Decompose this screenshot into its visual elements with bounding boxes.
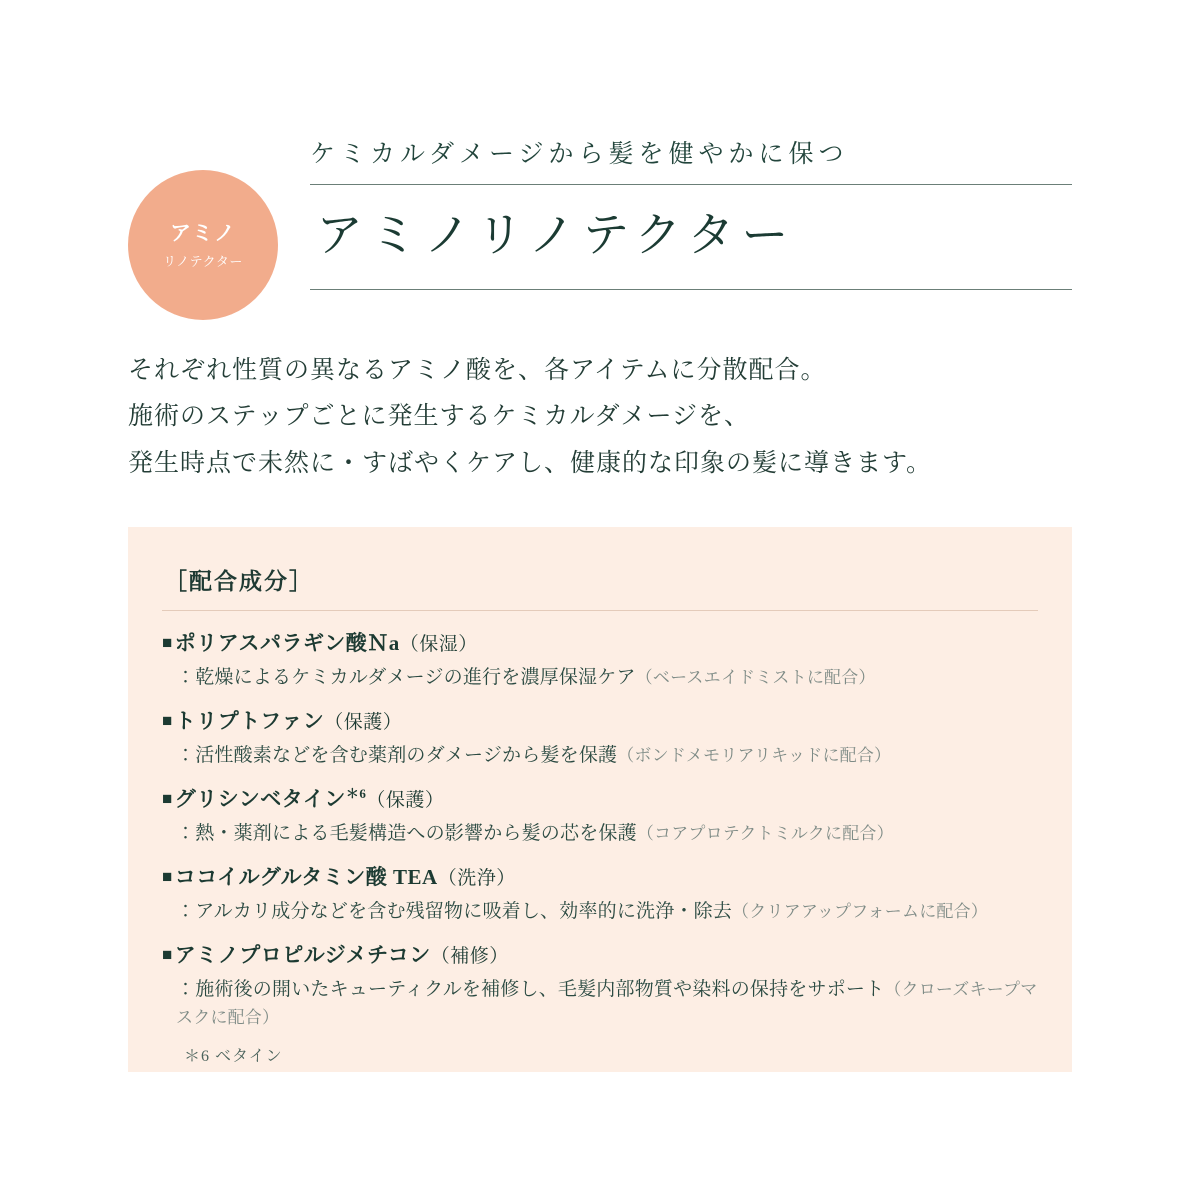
ingredient-item bbox=[162, 941, 1038, 1066]
ingredient-name: トリプトファン bbox=[174, 709, 325, 734]
badge-sub-label: リノテクター bbox=[163, 254, 243, 270]
ingredient-description bbox=[162, 898, 1038, 927]
badge-main-label: アミノ bbox=[170, 221, 236, 245]
bullet-square-icon: ■ bbox=[162, 867, 173, 887]
lead-line-3: 発生時点で未然に・すばやくケアし、健康的な印象の髪に導きます。 bbox=[128, 449, 933, 477]
ingredient-heading bbox=[162, 707, 1038, 737]
ingredient-description-text: ：活性酸素などを含む薬剤のダメージから髪を保護 bbox=[176, 744, 618, 766]
lead-line-2: 施術のステップごとに発生するケミカルダメージを、 bbox=[128, 403, 751, 431]
ingredient-product-note: （クローズキープマスクに配合） bbox=[176, 979, 1038, 1028]
ingredient-name: ココイルグルタミン酸 TEA bbox=[174, 865, 438, 890]
ingredient-name: ポリアスパラギン酸Ｎa bbox=[174, 631, 400, 655]
ingredients-panel-divider bbox=[162, 610, 1038, 611]
ingredient-description-text: ：施術後の開いたキューティクルを補修し、毛髪内部物質や染料の保持をサポート bbox=[176, 978, 885, 1000]
ingredients-panel bbox=[128, 527, 1072, 1072]
ingredient-role: （保護） bbox=[366, 790, 445, 812]
ingredient-description bbox=[162, 664, 1038, 693]
ingredient-item bbox=[162, 785, 1038, 848]
ingredient-badge bbox=[128, 170, 278, 320]
ingredient-name: アミノプロピルジメチコン bbox=[174, 943, 431, 968]
ingredient-item bbox=[162, 863, 1038, 926]
bullet-square-icon: ■ bbox=[162, 633, 173, 652]
bullet-square-icon: ■ bbox=[162, 945, 173, 965]
ingredient-description-text: ：熱・薬剤による毛髪構造への影響から髪の芯を保護 bbox=[176, 822, 637, 844]
ingredient-heading bbox=[162, 863, 1038, 893]
ingredient-heading bbox=[162, 941, 1038, 971]
ingredient-product-note: （ボンドメモリアリキッドに配合） bbox=[617, 745, 892, 765]
ingredient-description-text: ：アルカリ成分などを含む残留物に吸着し、効率的に洗浄・除去 bbox=[176, 900, 733, 922]
header-rule-bottom bbox=[310, 289, 1072, 290]
ingredient-product-note: （クリアアップフォームに配合） bbox=[732, 901, 989, 921]
ingredient-role: （補修） bbox=[430, 946, 509, 968]
ingredient-description bbox=[162, 742, 1038, 771]
ingredient-superscript: ＊6 bbox=[345, 786, 367, 802]
header-kicker: ケミカルダメージから髪を健やかに保つ bbox=[310, 141, 849, 168]
ingredient-description-text: ：乾燥によるケミカルダメージの進行を濃厚保湿ケア bbox=[176, 666, 636, 688]
ingredient-role: （保湿） bbox=[399, 634, 478, 655]
page-title: アミノリノテクター bbox=[316, 210, 796, 262]
header bbox=[128, 140, 1072, 340]
ingredient-description bbox=[162, 820, 1038, 849]
ingredient-item bbox=[162, 707, 1038, 770]
panel-footnote: ＊6 ベタイン bbox=[184, 1047, 283, 1065]
lead-line-1: それぞれ性質の異なるアミノ酸を、各アイテムに分散配合。 bbox=[128, 357, 827, 384]
ingredient-product-note: （コアプロテクトミルクに配合） bbox=[636, 823, 894, 843]
ingredient-role: （洗浄） bbox=[437, 868, 516, 890]
ingredients-panel-title: ［配合成分］ bbox=[164, 569, 314, 594]
ingredient-role: （保護） bbox=[324, 712, 403, 734]
ingredient-heading bbox=[162, 785, 1038, 815]
ingredient-description bbox=[162, 976, 1038, 1033]
lead-paragraph bbox=[128, 348, 1088, 487]
bullet-square-icon: ■ bbox=[162, 711, 173, 731]
bullet-square-icon: ■ bbox=[162, 789, 173, 809]
ingredient-heading bbox=[162, 629, 1038, 659]
ingredient-product-note: （ベースエイドミストに配合） bbox=[635, 667, 876, 687]
ingredient-name: グリシンベタイン bbox=[174, 787, 346, 812]
ingredient-item bbox=[162, 629, 1038, 692]
header-text-block bbox=[310, 140, 1072, 290]
